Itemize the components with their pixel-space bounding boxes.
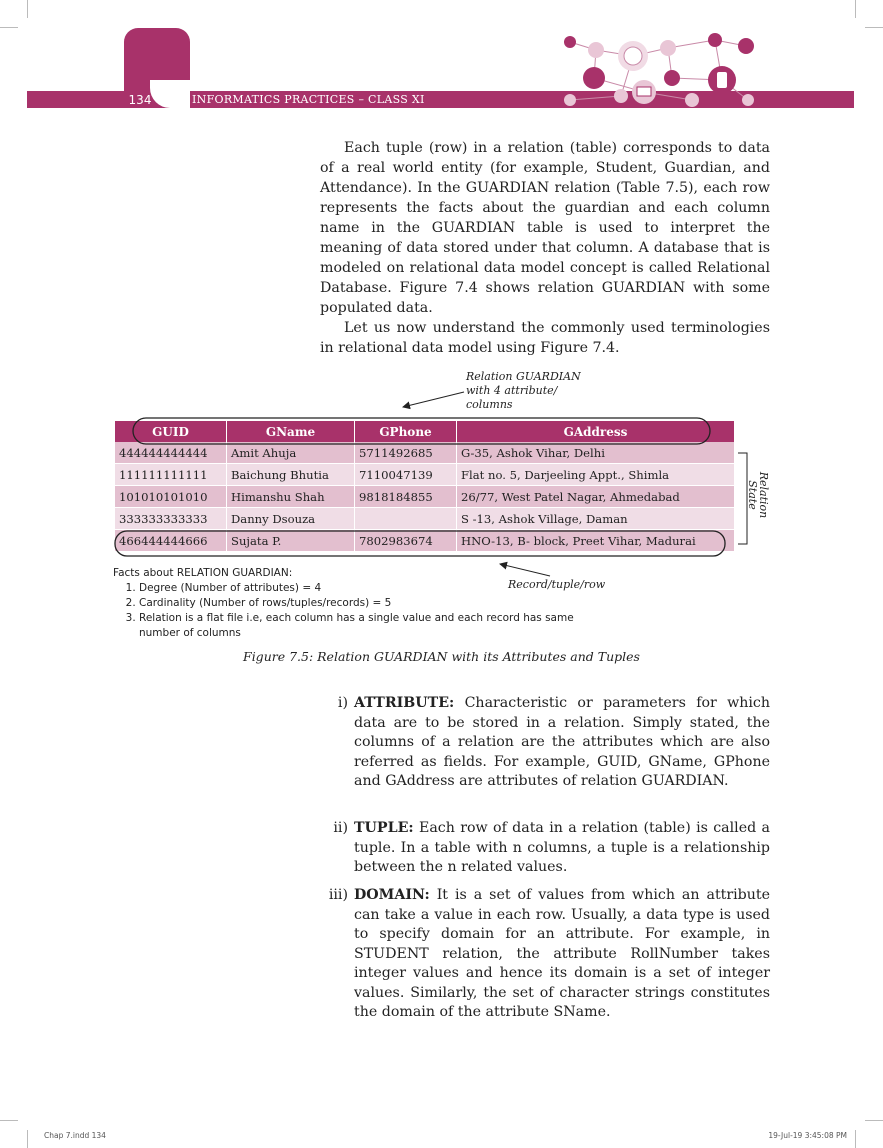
crop-mark (855, 0, 856, 18)
crop-mark (855, 1130, 856, 1148)
table-cell: 7110047139 (355, 464, 457, 486)
table-cell: 444444444444 (115, 442, 227, 464)
annotation-relation: Relation GUARDIAN with 4 attribute/ columns (466, 370, 581, 411)
crop-mark (0, 27, 18, 28)
definition-text: Characteristic or parameters for which data are to be stored in a relation. Simply stated, the columns of a relation are the attributes which are also referred as fields. For example, GUID, GName, GPhone and GAddress are attributes of relation GUARDIAN. (354, 695, 770, 789)
definition-body (354, 886, 770, 1023)
table-row (115, 530, 735, 552)
table-header-row (115, 421, 735, 442)
definition-term: TUPLE: (354, 820, 414, 836)
guardian-table (115, 421, 735, 552)
facts-block (113, 566, 579, 641)
crop-mark (865, 27, 883, 28)
footer-file-info: Chap 7.indd 134 (44, 1131, 106, 1140)
crop-mark (0, 1120, 18, 1121)
table-cell: 7802983674 (355, 530, 457, 552)
table-cell: 101010101010 (115, 486, 227, 508)
list-item: 3. Relation is a flat file i.e, each column has a single value and each record has same number of columns (139, 611, 579, 641)
footer-timestamp: 19-Jul-19 3:45:08 PM (768, 1131, 847, 1140)
table-row (115, 442, 735, 464)
definition-tuple (318, 819, 770, 879)
intro-paragraph-1: Each tuple (row) in a relation (table) corresponds to data of a real world entity (for example, Student, Guardian, and Attendance). In the GUARDIAN relation (Table 7.5), each row represents the facts about the guardian and each column name in the GUARDIAN table is used to interpret the meaning of data stored under that column. A database that is modeled on relational data model concept is called Relational Database. Figure 7.4 shows relation GUARDIAN with some populated data. (320, 140, 770, 316)
list-number: ii) (333, 820, 348, 836)
list-number: iii) (328, 887, 348, 903)
table-row (115, 464, 735, 486)
definition-attribute (318, 694, 770, 814)
table-cell: 9818184855 (355, 486, 457, 508)
table-cell: 26/77, West Patel Nagar, Ahmedabad (457, 486, 735, 508)
table-cell: Flat no. 5, Darjeeling Appt., Shimla (457, 464, 735, 486)
table-row (115, 486, 735, 508)
intro-paragraph-2: Let us now understand the commonly used terminologies in relational data model using Figure 7.4. (320, 320, 770, 356)
column-header: GAddress (457, 421, 735, 442)
table-cell: Himanshu Shah (227, 486, 355, 508)
crop-mark (27, 1130, 28, 1148)
arrow-relation (403, 392, 464, 407)
column-header: GUID (115, 421, 227, 442)
column-header: GName (227, 421, 355, 442)
crop-mark (27, 0, 28, 18)
table-cell: 5711492685 (355, 442, 457, 464)
table-cell: 111111111111 (115, 464, 227, 486)
annotation-record: Record/tuple/row (508, 578, 606, 591)
crop-mark (865, 1120, 883, 1121)
table-cell: Amit Ahuja (227, 442, 355, 464)
social-network-decoration (558, 28, 768, 110)
table-cell: G-35, Ashok Vihar, Delhi (457, 442, 735, 464)
definition-body (354, 694, 770, 792)
facts-list (113, 581, 579, 641)
table-cell: HNO-13, B- block, Preet Vihar, Madurai (457, 530, 735, 552)
definition-body (354, 819, 770, 878)
table-cell: Danny Dsouza (227, 508, 355, 530)
table-cell: 333333333333 (115, 508, 227, 530)
table-cell: Baichung Bhutia (227, 464, 355, 486)
definition-term: ATTRIBUTE: (354, 695, 455, 711)
list-number: i) (337, 695, 348, 711)
list-item: 1. Degree (Number of attributes) = 4 (139, 581, 579, 596)
figure-caption: Figure 7.5: Relation GUARDIAN with its Attributes and Tuples (243, 649, 640, 664)
facts-title: Facts about RELATION GUARDIAN: (113, 567, 293, 579)
annotation-relation-state: Relation State (746, 471, 770, 519)
list-item: 2. Cardinality (Number of rows/tuples/records) = 5 (139, 596, 579, 611)
definition-term: DOMAIN: (354, 887, 430, 903)
definition-text: Each row of data in a relation (table) is called a tuple. In a table with n columns, a tuple is a relationship between the n related values. (354, 820, 770, 875)
table-cell: 466444444666 (115, 530, 227, 552)
page-number: 134 (128, 93, 152, 107)
running-head: INFORMATICS PRACTICES – CLASS XI (192, 93, 425, 106)
table-cell: S -13, Ashok Village, Daman (457, 508, 735, 530)
table-row (115, 508, 735, 530)
definition-domain (318, 886, 770, 1046)
table-cell (355, 508, 457, 530)
table-cell: Sujata P. (227, 530, 355, 552)
definition-text: It is a set of values from which an attribute can take a value in each row. Usually, a data type is used to specify domain for an attribute. For example, in STUDENT relation, the attribute RollNumber takes integer values and hence its domain is a set of integer values. Similarly, the set of character strings constitutes the domain of the attribute SName. (354, 887, 770, 1020)
column-header: GPhone (355, 421, 457, 442)
